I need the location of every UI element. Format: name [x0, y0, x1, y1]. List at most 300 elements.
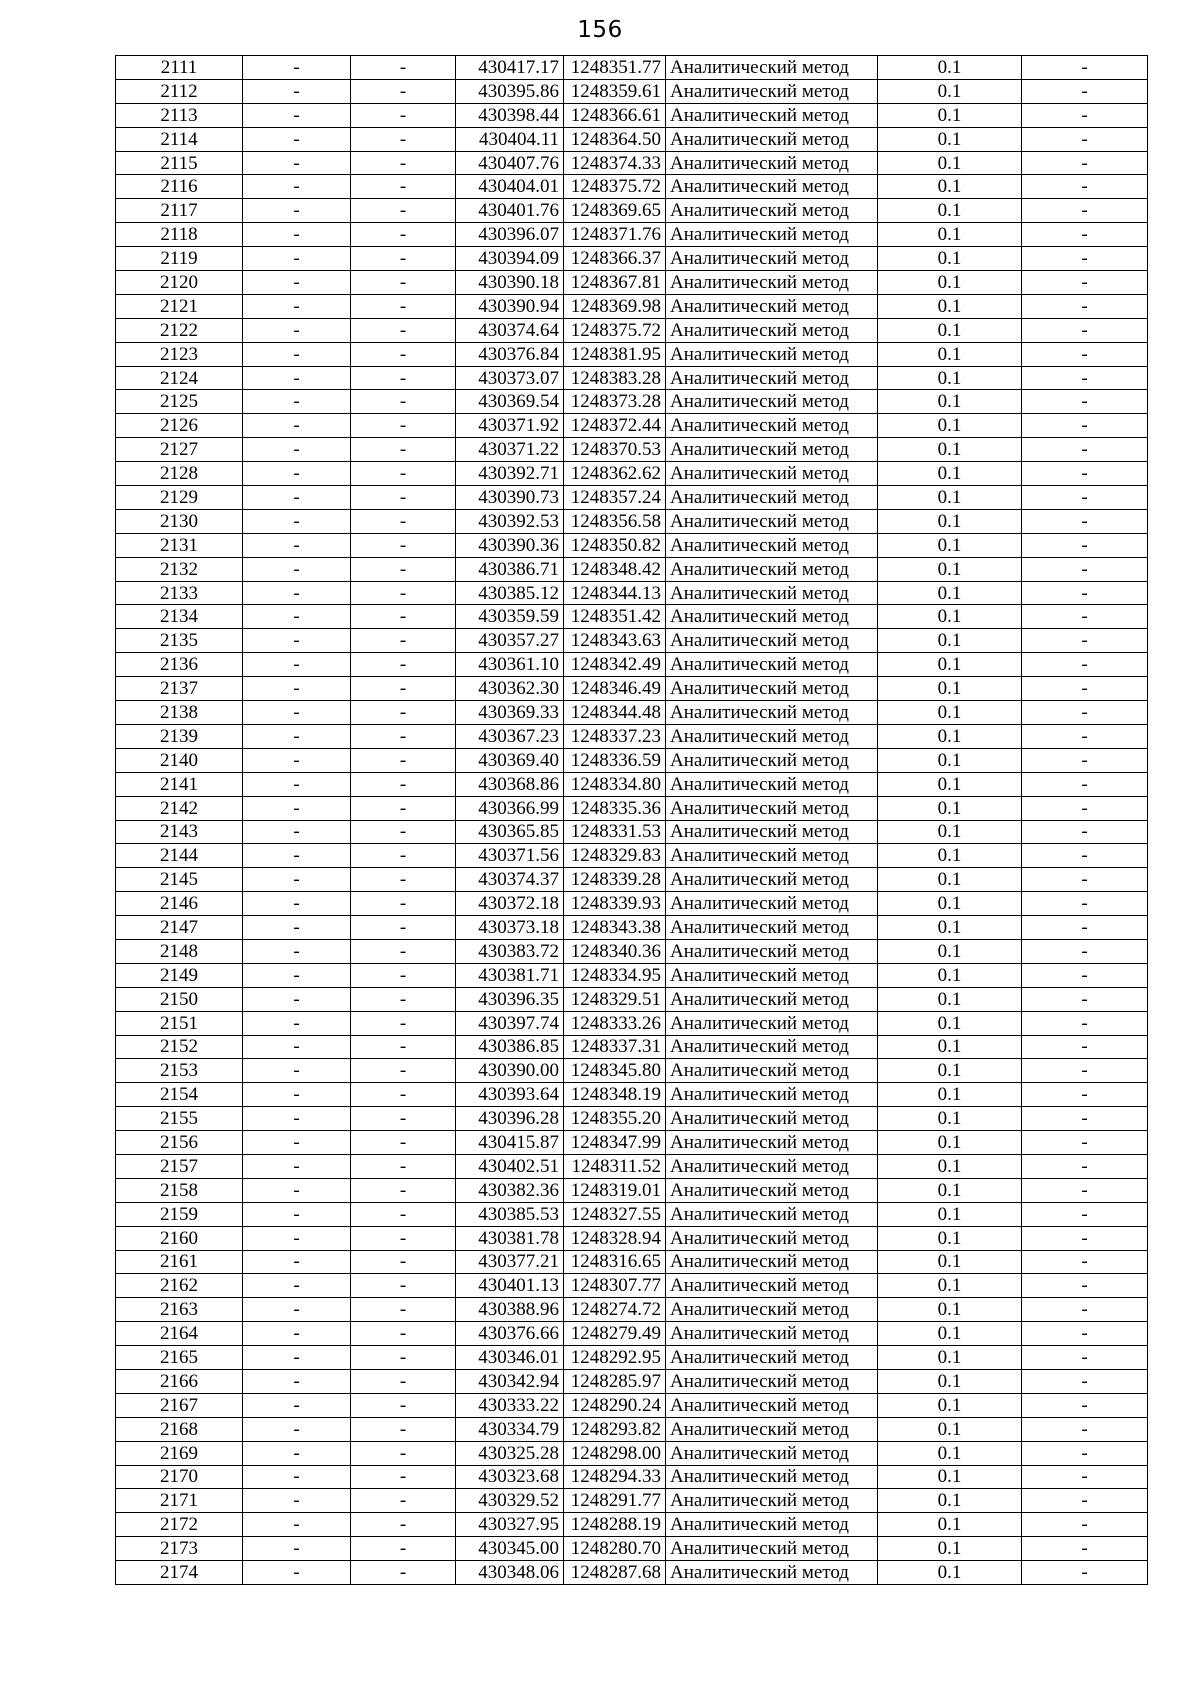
- dash-cell: -: [243, 677, 351, 701]
- point-number: 2159: [116, 1202, 243, 1226]
- dash-cell: -: [1022, 605, 1148, 629]
- accuracy-cell: 0.1: [878, 820, 1022, 844]
- y-coordinate: 1248373.28: [564, 390, 666, 414]
- method-cell: Аналитический метод: [666, 486, 878, 510]
- method-cell: Аналитический метод: [666, 653, 878, 677]
- table-row: [116, 1322, 1148, 1346]
- method-cell: Аналитический метод: [666, 223, 878, 247]
- x-coordinate: 430357.27: [456, 629, 564, 653]
- dash-cell: -: [1022, 1298, 1148, 1322]
- y-coordinate: 1248345.80: [564, 1059, 666, 1083]
- y-coordinate: 1248334.80: [564, 772, 666, 796]
- dash-cell: -: [243, 1154, 351, 1178]
- dash-cell: -: [1022, 677, 1148, 701]
- x-coordinate: 430404.01: [456, 175, 564, 199]
- method-cell: Аналитический метод: [666, 1513, 878, 1537]
- dash-cell: -: [243, 892, 351, 916]
- y-coordinate: 1248355.20: [564, 1107, 666, 1131]
- point-number: 2165: [116, 1346, 243, 1370]
- point-number: 2125: [116, 390, 243, 414]
- dash-cell: -: [1022, 1441, 1148, 1465]
- accuracy-cell: 0.1: [878, 342, 1022, 366]
- dash-cell: -: [351, 56, 456, 80]
- dash-cell: -: [243, 1489, 351, 1513]
- accuracy-cell: 0.1: [878, 1465, 1022, 1489]
- dash-cell: -: [351, 533, 456, 557]
- dash-cell: -: [351, 199, 456, 223]
- method-cell: Аналитический метод: [666, 414, 878, 438]
- table-row: [116, 1346, 1148, 1370]
- dash-cell: -: [243, 1322, 351, 1346]
- x-coordinate: 430385.12: [456, 581, 564, 605]
- page-number: 156: [577, 17, 623, 43]
- x-coordinate: 430376.66: [456, 1322, 564, 1346]
- x-coordinate: 430369.54: [456, 390, 564, 414]
- dash-cell: -: [351, 1537, 456, 1561]
- accuracy-cell: 0.1: [878, 1154, 1022, 1178]
- dash-cell: -: [243, 271, 351, 295]
- point-number: 2113: [116, 103, 243, 127]
- x-coordinate: 430381.78: [456, 1226, 564, 1250]
- y-coordinate: 1248307.77: [564, 1274, 666, 1298]
- dash-cell: -: [351, 1059, 456, 1083]
- accuracy-cell: 0.1: [878, 987, 1022, 1011]
- dash-cell: -: [351, 1417, 456, 1441]
- x-coordinate: 430394.09: [456, 247, 564, 271]
- method-cell: Аналитический метод: [666, 462, 878, 486]
- point-number: 2122: [116, 318, 243, 342]
- dash-cell: -: [351, 1393, 456, 1417]
- table-row: [116, 509, 1148, 533]
- dash-cell: -: [351, 462, 456, 486]
- dash-cell: -: [1022, 748, 1148, 772]
- x-coordinate: 430407.76: [456, 151, 564, 175]
- dash-cell: -: [1022, 1322, 1148, 1346]
- dash-cell: -: [243, 247, 351, 271]
- accuracy-cell: 0.1: [878, 79, 1022, 103]
- table-row: [116, 677, 1148, 701]
- method-cell: Аналитический метод: [666, 1298, 878, 1322]
- dash-cell: -: [243, 390, 351, 414]
- point-number: 2126: [116, 414, 243, 438]
- dash-cell: -: [351, 1202, 456, 1226]
- dash-cell: -: [243, 1393, 351, 1417]
- method-cell: Аналитический метод: [666, 629, 878, 653]
- y-coordinate: 1248334.95: [564, 963, 666, 987]
- y-coordinate: 1248343.63: [564, 629, 666, 653]
- dash-cell: -: [1022, 1011, 1148, 1035]
- point-number: 2163: [116, 1298, 243, 1322]
- dash-cell: -: [1022, 868, 1148, 892]
- table-row: [116, 294, 1148, 318]
- dash-cell: -: [1022, 199, 1148, 223]
- point-number: 2138: [116, 701, 243, 725]
- dash-cell: -: [243, 916, 351, 940]
- dash-cell: -: [351, 748, 456, 772]
- dash-cell: -: [243, 366, 351, 390]
- point-number: 2153: [116, 1059, 243, 1083]
- x-coordinate: 430396.28: [456, 1107, 564, 1131]
- point-number: 2148: [116, 939, 243, 963]
- dash-cell: -: [243, 318, 351, 342]
- x-coordinate: 430385.53: [456, 1202, 564, 1226]
- y-coordinate: 1248342.49: [564, 653, 666, 677]
- accuracy-cell: 0.1: [878, 963, 1022, 987]
- x-coordinate: 430325.28: [456, 1441, 564, 1465]
- dash-cell: -: [351, 1083, 456, 1107]
- table-row: [116, 175, 1148, 199]
- dash-cell: -: [1022, 247, 1148, 271]
- dash-cell: -: [243, 127, 351, 151]
- x-coordinate: 430417.17: [456, 56, 564, 80]
- accuracy-cell: 0.1: [878, 796, 1022, 820]
- point-number: 2111: [116, 56, 243, 80]
- x-coordinate: 430371.22: [456, 438, 564, 462]
- y-coordinate: 1248372.44: [564, 414, 666, 438]
- method-cell: Аналитический метод: [666, 1441, 878, 1465]
- y-coordinate: 1248291.77: [564, 1489, 666, 1513]
- table-row: [116, 916, 1148, 940]
- dash-cell: -: [351, 271, 456, 295]
- accuracy-cell: 0.1: [878, 103, 1022, 127]
- x-coordinate: 430398.44: [456, 103, 564, 127]
- dash-cell: -: [1022, 581, 1148, 605]
- accuracy-cell: 0.1: [878, 1513, 1022, 1537]
- y-coordinate: 1248339.28: [564, 868, 666, 892]
- table-row: [116, 199, 1148, 223]
- dash-cell: -: [243, 56, 351, 80]
- y-coordinate: 1248357.24: [564, 486, 666, 510]
- dash-cell: -: [351, 1346, 456, 1370]
- x-coordinate: 430374.37: [456, 868, 564, 892]
- x-coordinate: 430402.51: [456, 1154, 564, 1178]
- table-row: [116, 56, 1148, 80]
- x-coordinate: 430369.40: [456, 748, 564, 772]
- point-number: 2147: [116, 916, 243, 940]
- dash-cell: -: [243, 1202, 351, 1226]
- point-number: 2171: [116, 1489, 243, 1513]
- dash-cell: -: [243, 1513, 351, 1537]
- method-cell: Аналитический метод: [666, 1417, 878, 1441]
- method-cell: Аналитический метод: [666, 79, 878, 103]
- accuracy-cell: 0.1: [878, 486, 1022, 510]
- method-cell: Аналитический метод: [666, 1489, 878, 1513]
- accuracy-cell: 0.1: [878, 247, 1022, 271]
- dash-cell: -: [243, 1274, 351, 1298]
- dash-cell: -: [243, 1035, 351, 1059]
- dash-cell: -: [351, 294, 456, 318]
- method-cell: Аналитический метод: [666, 103, 878, 127]
- x-coordinate: 430323.68: [456, 1465, 564, 1489]
- dash-cell: -: [351, 247, 456, 271]
- x-coordinate: 430333.22: [456, 1393, 564, 1417]
- x-coordinate: 430382.36: [456, 1178, 564, 1202]
- dash-cell: -: [1022, 1489, 1148, 1513]
- method-cell: Аналитический метод: [666, 533, 878, 557]
- method-cell: Аналитический метод: [666, 701, 878, 725]
- table-row: [116, 820, 1148, 844]
- table-row: [116, 414, 1148, 438]
- dash-cell: -: [351, 486, 456, 510]
- method-cell: Аналитический метод: [666, 247, 878, 271]
- x-coordinate: 430404.11: [456, 127, 564, 151]
- dash-cell: -: [1022, 127, 1148, 151]
- x-coordinate: 430388.96: [456, 1298, 564, 1322]
- dash-cell: -: [351, 1322, 456, 1346]
- x-coordinate: 430381.71: [456, 963, 564, 987]
- dash-cell: -: [351, 438, 456, 462]
- table-row: [116, 868, 1148, 892]
- x-coordinate: 430334.79: [456, 1417, 564, 1441]
- dash-cell: -: [351, 1011, 456, 1035]
- dash-cell: -: [243, 748, 351, 772]
- x-coordinate: 430362.30: [456, 677, 564, 701]
- method-cell: Аналитический метод: [666, 916, 878, 940]
- dash-cell: -: [351, 939, 456, 963]
- dash-cell: -: [1022, 963, 1148, 987]
- dash-cell: -: [351, 318, 456, 342]
- dash-cell: -: [1022, 916, 1148, 940]
- dash-cell: -: [243, 1011, 351, 1035]
- accuracy-cell: 0.1: [878, 318, 1022, 342]
- method-cell: Аналитический метод: [666, 1226, 878, 1250]
- dash-cell: -: [1022, 1202, 1148, 1226]
- dash-cell: -: [351, 1274, 456, 1298]
- table-row: [116, 939, 1148, 963]
- table-row: [116, 724, 1148, 748]
- table-row: [116, 1226, 1148, 1250]
- accuracy-cell: 0.1: [878, 1346, 1022, 1370]
- x-coordinate: 430386.71: [456, 557, 564, 581]
- dash-cell: -: [1022, 1226, 1148, 1250]
- y-coordinate: 1248335.36: [564, 796, 666, 820]
- table-row: [116, 1107, 1148, 1131]
- point-number: 2162: [116, 1274, 243, 1298]
- dash-cell: -: [243, 1059, 351, 1083]
- dash-cell: -: [243, 987, 351, 1011]
- method-cell: Аналитический метод: [666, 342, 878, 366]
- point-number: 2145: [116, 868, 243, 892]
- method-cell: Аналитический метод: [666, 1154, 878, 1178]
- y-coordinate: 1248298.00: [564, 1441, 666, 1465]
- table-row: [116, 151, 1148, 175]
- dash-cell: -: [243, 294, 351, 318]
- point-number: 2144: [116, 844, 243, 868]
- method-cell: Аналитический метод: [666, 1178, 878, 1202]
- dash-cell: -: [351, 916, 456, 940]
- dash-cell: -: [351, 868, 456, 892]
- table-row: [116, 629, 1148, 653]
- y-coordinate: 1248356.58: [564, 509, 666, 533]
- dash-cell: -: [1022, 629, 1148, 653]
- x-coordinate: 430342.94: [456, 1369, 564, 1393]
- method-cell: Аналитический метод: [666, 677, 878, 701]
- table-row: [116, 103, 1148, 127]
- accuracy-cell: 0.1: [878, 1178, 1022, 1202]
- dash-cell: -: [243, 1417, 351, 1441]
- dash-cell: -: [243, 486, 351, 510]
- y-coordinate: 1248348.19: [564, 1083, 666, 1107]
- accuracy-cell: 0.1: [878, 581, 1022, 605]
- dash-cell: -: [1022, 1059, 1148, 1083]
- dash-cell: -: [243, 1178, 351, 1202]
- dash-cell: -: [243, 701, 351, 725]
- point-number: 2143: [116, 820, 243, 844]
- dash-cell: -: [243, 1369, 351, 1393]
- x-coordinate: 430371.92: [456, 414, 564, 438]
- accuracy-cell: 0.1: [878, 1369, 1022, 1393]
- accuracy-cell: 0.1: [878, 1202, 1022, 1226]
- x-coordinate: 430361.10: [456, 653, 564, 677]
- table-row: [116, 1202, 1148, 1226]
- dash-cell: -: [351, 151, 456, 175]
- dash-cell: -: [351, 1561, 456, 1585]
- point-number: 2164: [116, 1322, 243, 1346]
- point-number: 2115: [116, 151, 243, 175]
- x-coordinate: 430401.13: [456, 1274, 564, 1298]
- dash-cell: -: [1022, 701, 1148, 725]
- dash-cell: -: [351, 653, 456, 677]
- dash-cell: -: [243, 509, 351, 533]
- dash-cell: -: [351, 677, 456, 701]
- method-cell: Аналитический метод: [666, 318, 878, 342]
- dash-cell: -: [1022, 820, 1148, 844]
- dash-cell: -: [243, 868, 351, 892]
- accuracy-cell: 0.1: [878, 462, 1022, 486]
- accuracy-cell: 0.1: [878, 1059, 1022, 1083]
- accuracy-cell: 0.1: [878, 557, 1022, 581]
- dash-cell: -: [351, 963, 456, 987]
- table-row: [116, 1083, 1148, 1107]
- accuracy-cell: 0.1: [878, 772, 1022, 796]
- y-coordinate: 1248288.19: [564, 1513, 666, 1537]
- dash-cell: -: [351, 103, 456, 127]
- dash-cell: -: [1022, 1131, 1148, 1155]
- table-row: [116, 557, 1148, 581]
- y-coordinate: 1248329.51: [564, 987, 666, 1011]
- table-row: [116, 1369, 1148, 1393]
- point-number: 2131: [116, 533, 243, 557]
- method-cell: Аналитический метод: [666, 151, 878, 175]
- accuracy-cell: 0.1: [878, 1393, 1022, 1417]
- dash-cell: -: [1022, 390, 1148, 414]
- y-coordinate: 1248339.93: [564, 892, 666, 916]
- dash-cell: -: [1022, 175, 1148, 199]
- accuracy-cell: 0.1: [878, 1011, 1022, 1035]
- table-row: [116, 1178, 1148, 1202]
- y-coordinate: 1248337.31: [564, 1035, 666, 1059]
- y-coordinate: 1248350.82: [564, 533, 666, 557]
- accuracy-cell: 0.1: [878, 223, 1022, 247]
- point-number: 2136: [116, 653, 243, 677]
- dash-cell: -: [1022, 1417, 1148, 1441]
- y-coordinate: 1248369.98: [564, 294, 666, 318]
- accuracy-cell: 0.1: [878, 1083, 1022, 1107]
- y-coordinate: 1248367.81: [564, 271, 666, 295]
- method-cell: Аналитический метод: [666, 605, 878, 629]
- dash-cell: -: [243, 438, 351, 462]
- point-number: 2119: [116, 247, 243, 271]
- method-cell: Аналитический метод: [666, 1393, 878, 1417]
- dash-cell: -: [243, 605, 351, 629]
- table-row: [116, 1561, 1148, 1585]
- accuracy-cell: 0.1: [878, 175, 1022, 199]
- point-number: 2133: [116, 581, 243, 605]
- point-number: 2151: [116, 1011, 243, 1035]
- method-cell: Аналитический метод: [666, 271, 878, 295]
- y-coordinate: 1248329.83: [564, 844, 666, 868]
- y-coordinate: 1248337.23: [564, 724, 666, 748]
- accuracy-cell: 0.1: [878, 151, 1022, 175]
- method-cell: Аналитический метод: [666, 1561, 878, 1585]
- x-coordinate: 430367.23: [456, 724, 564, 748]
- table-row: [116, 1417, 1148, 1441]
- table-row: [116, 366, 1148, 390]
- dash-cell: -: [1022, 462, 1148, 486]
- point-number: 2117: [116, 199, 243, 223]
- dash-cell: -: [243, 820, 351, 844]
- method-cell: Аналитический метод: [666, 748, 878, 772]
- dash-cell: -: [351, 1513, 456, 1537]
- table-row: [116, 796, 1148, 820]
- dash-cell: -: [351, 820, 456, 844]
- point-number: 2134: [116, 605, 243, 629]
- point-number: 2123: [116, 342, 243, 366]
- x-coordinate: 430390.94: [456, 294, 564, 318]
- dash-cell: -: [1022, 1274, 1148, 1298]
- method-cell: Аналитический метод: [666, 1274, 878, 1298]
- dash-cell: -: [243, 724, 351, 748]
- point-number: 2120: [116, 271, 243, 295]
- method-cell: Аналитический метод: [666, 1250, 878, 1274]
- y-coordinate: 1248294.33: [564, 1465, 666, 1489]
- y-coordinate: 1248344.48: [564, 701, 666, 725]
- dash-cell: -: [1022, 939, 1148, 963]
- point-number: 2174: [116, 1561, 243, 1585]
- table-row: [116, 963, 1148, 987]
- dash-cell: -: [243, 772, 351, 796]
- y-coordinate: 1248366.61: [564, 103, 666, 127]
- table-row: [116, 1035, 1148, 1059]
- x-coordinate: 430371.56: [456, 844, 564, 868]
- dash-cell: -: [1022, 1035, 1148, 1059]
- accuracy-cell: 0.1: [878, 56, 1022, 80]
- dash-cell: -: [243, 629, 351, 653]
- dash-cell: -: [1022, 533, 1148, 557]
- accuracy-cell: 0.1: [878, 1226, 1022, 1250]
- x-coordinate: 430368.86: [456, 772, 564, 796]
- y-coordinate: 1248279.49: [564, 1322, 666, 1346]
- accuracy-cell: 0.1: [878, 390, 1022, 414]
- x-coordinate: 430392.71: [456, 462, 564, 486]
- y-coordinate: 1248285.97: [564, 1369, 666, 1393]
- dash-cell: -: [351, 1369, 456, 1393]
- dash-cell: -: [243, 462, 351, 486]
- point-number: 2168: [116, 1417, 243, 1441]
- accuracy-cell: 0.1: [878, 1417, 1022, 1441]
- y-coordinate: 1248359.61: [564, 79, 666, 103]
- x-coordinate: 430395.86: [456, 79, 564, 103]
- dash-cell: -: [243, 1537, 351, 1561]
- method-cell: Аналитический метод: [666, 175, 878, 199]
- method-cell: Аналитический метод: [666, 294, 878, 318]
- y-coordinate: 1248370.53: [564, 438, 666, 462]
- method-cell: Аналитический метод: [666, 820, 878, 844]
- dash-cell: -: [351, 1035, 456, 1059]
- dash-cell: -: [351, 796, 456, 820]
- dash-cell: -: [243, 199, 351, 223]
- dash-cell: -: [1022, 486, 1148, 510]
